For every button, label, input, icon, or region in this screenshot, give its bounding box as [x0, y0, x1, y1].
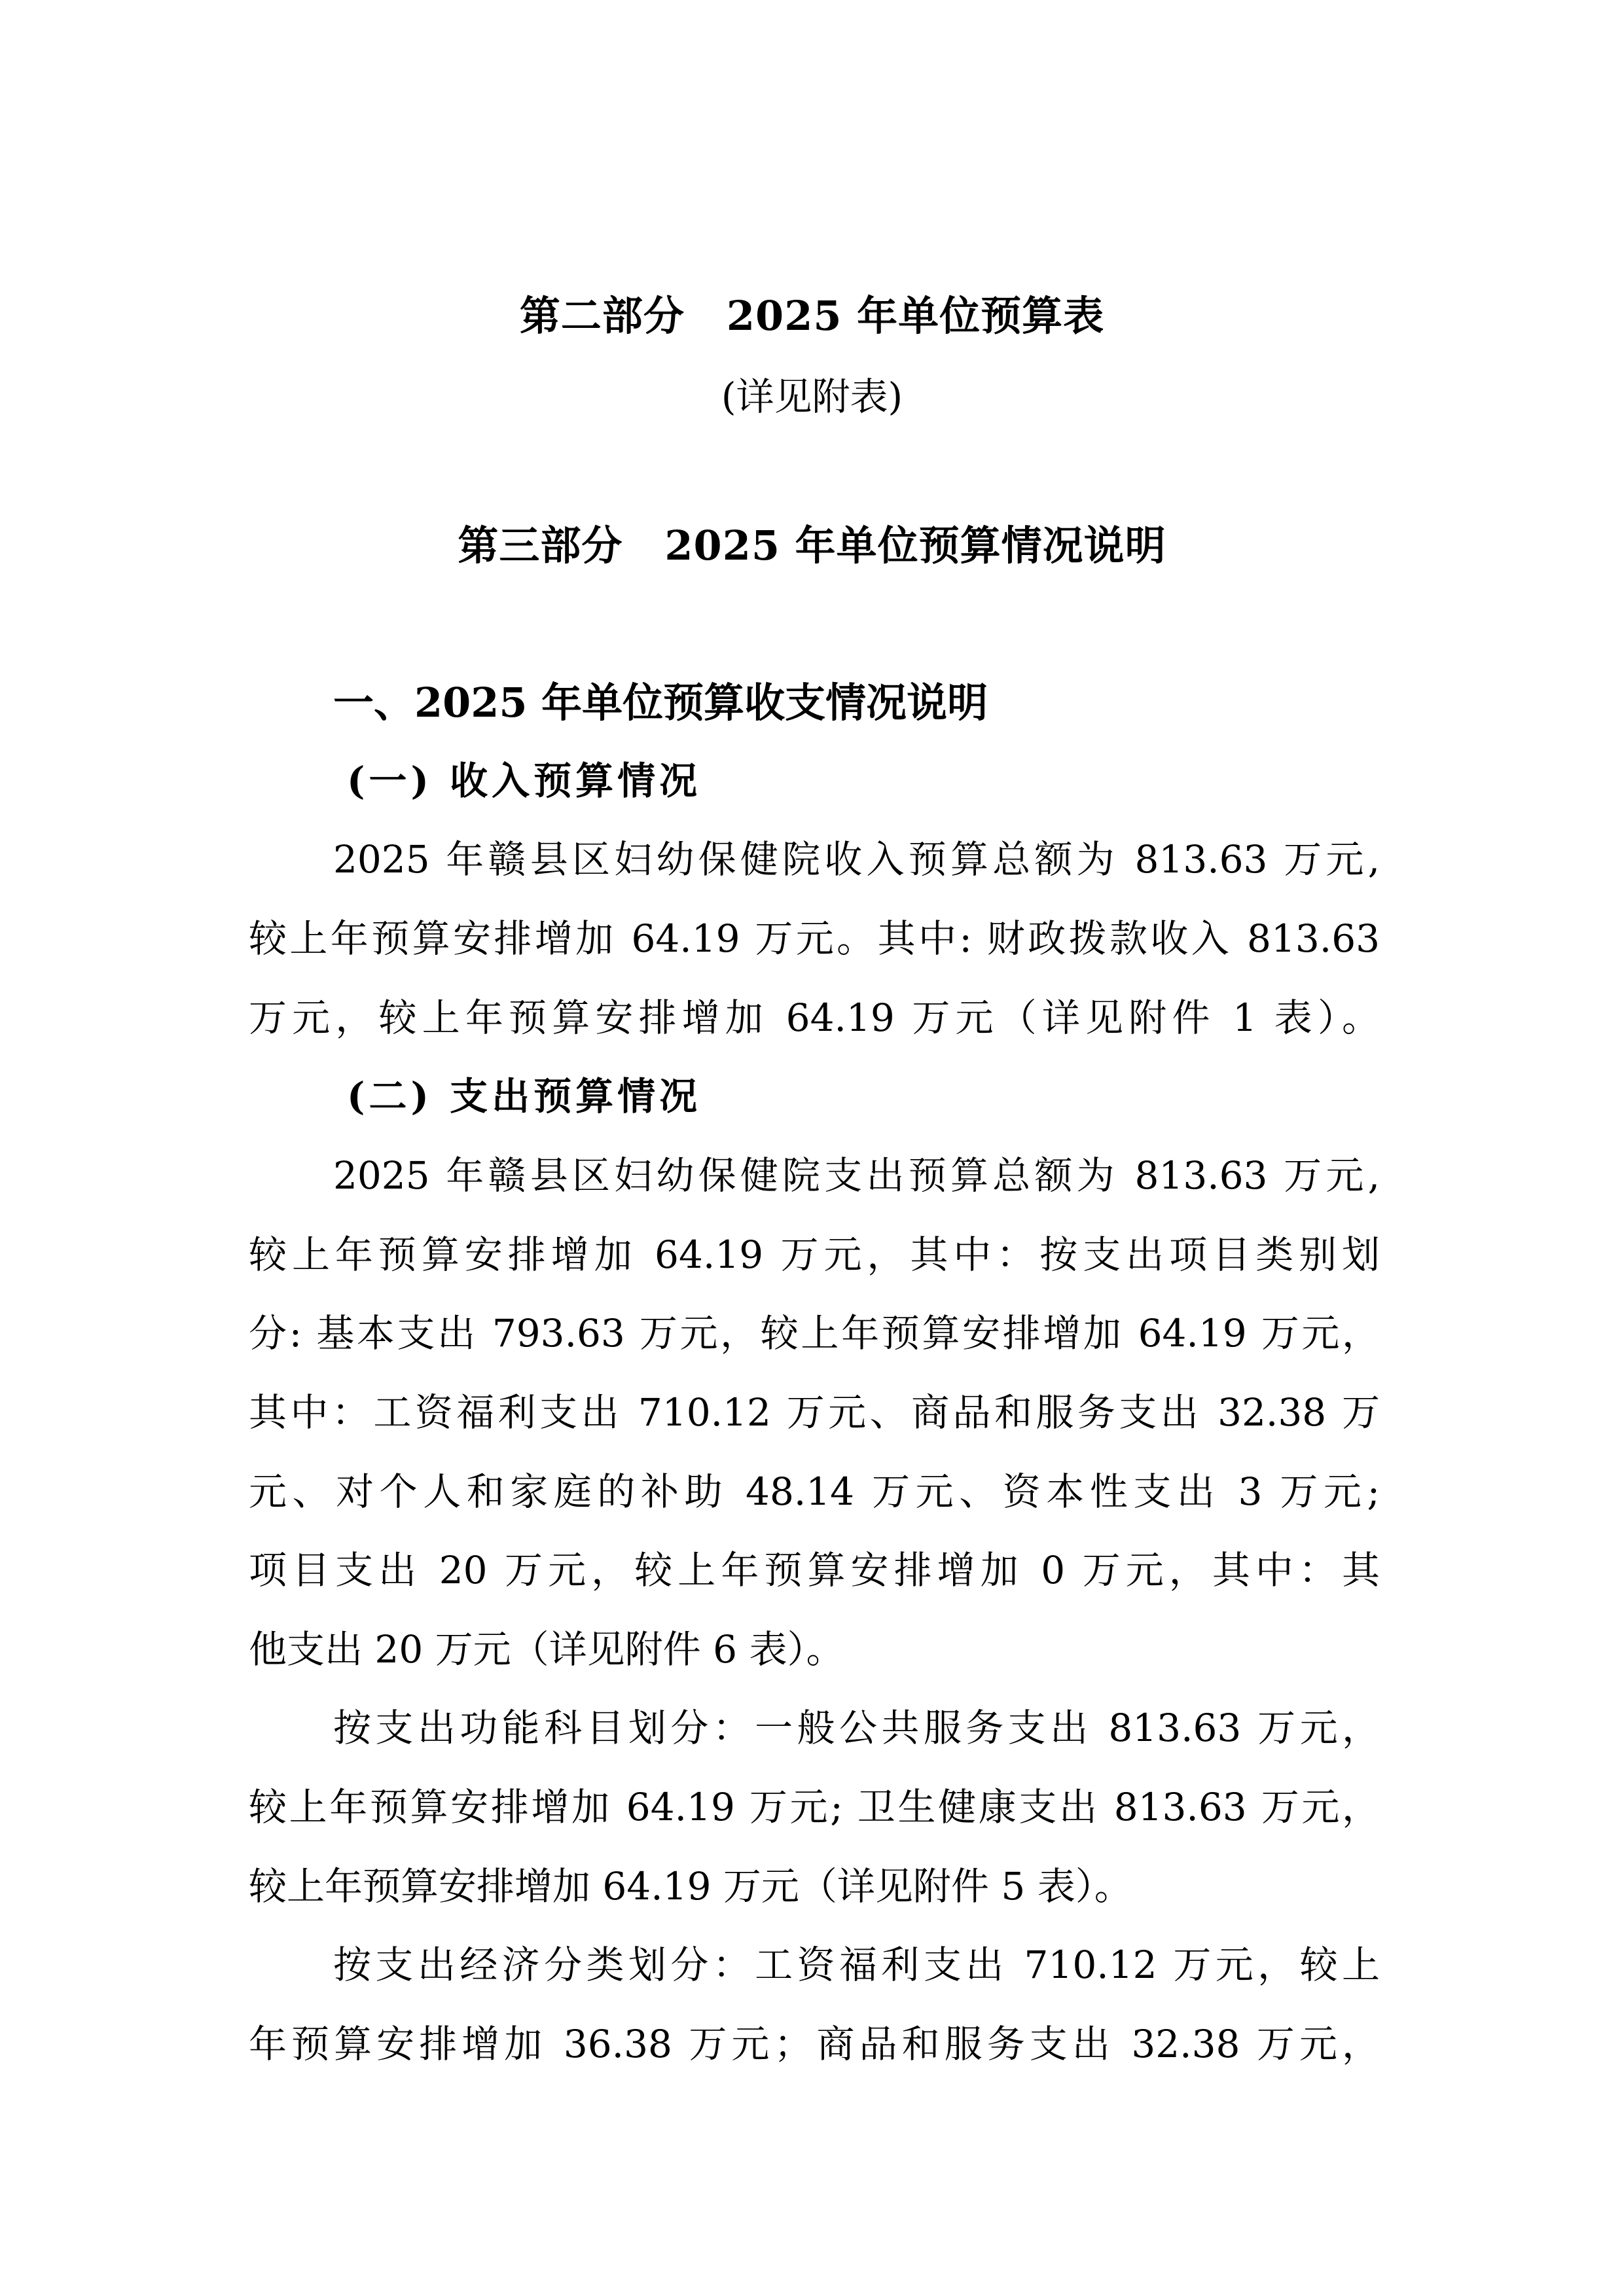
part3-title: [0, 522, 1624, 569]
income-paragraph-line: 较上年预算安排增加 64.19 万元。其中: 财政拨款收入 813.63: [249, 916, 1380, 961]
part2-label: 第二部分: [519, 292, 685, 340]
part2-title-text: 2025 年单位预算表: [726, 292, 1105, 340]
expense-paragraph-line: 分: 基本支出 793.63 万元，较上年预算安排增加 64.19 万元，: [249, 1311, 1380, 1355]
income-paragraph-line: 万元，较上年预算安排增加 64.19 万元（详见附件 1 表）。: [249, 996, 1380, 1040]
functional-paragraph-line: 较上年预算安排增加 64.19 万元; 卫生健康支出 813.63 万元，: [249, 1785, 1380, 1829]
part2-title: [0, 292, 1624, 340]
expense-heading: (二) 支出预算情况: [347, 1074, 702, 1119]
income-paragraph-line: 2025 年赣县区妇幼保健院收入预算总额为 813.63 万元,: [333, 837, 1380, 882]
expense-paragraph-line: 其中：工资福利支出 710.12 万元、商品和服务支出 32.38 万: [249, 1390, 1380, 1435]
functional-paragraph-line: 较上年预算安排增加 64.19 万元（详见附件 5 表）。: [249, 1864, 1132, 1909]
expense-paragraph-line: 项目支出 20 万元，较上年预算安排增加 0 万元，其中：其: [249, 1548, 1380, 1592]
economic-paragraph-line: 按支出经济分类划分：工资福利支出 710.12 万元，较上: [333, 1943, 1380, 1987]
expense-paragraph-line: 元、对个人和家庭的补助 48.14 万元、资本性支出 3 万元;: [249, 1469, 1380, 1514]
income-heading: (一) 收入预算情况: [347, 759, 702, 803]
part2-subtitle: (详见附表): [721, 374, 903, 419]
economic-paragraph-line: 年预算安排增加 36.38 万元；商品和服务支出 32.38 万元，: [249, 2022, 1380, 2066]
expense-paragraph-line: 2025 年赣县区妇幼保健院支出预算总额为 813.63 万元,: [333, 1153, 1380, 1198]
expense-paragraph-line: 较上年预算安排增加 64.19 万元，其中：按支出项目类别划: [249, 1232, 1380, 1277]
section-heading: 一、2025 年单位预算收支情况说明: [333, 679, 988, 726]
part3-title-text: 2025 年单位预算情况说明: [664, 522, 1166, 569]
part3-label: 第三部分: [458, 522, 623, 569]
expense-paragraph-line: 他支出 20 万元（详见附件 6 表）。: [249, 1627, 844, 1672]
functional-paragraph-line: 按支出功能科目划分：一般公共服务支出 813.63 万元，: [333, 1706, 1380, 1750]
